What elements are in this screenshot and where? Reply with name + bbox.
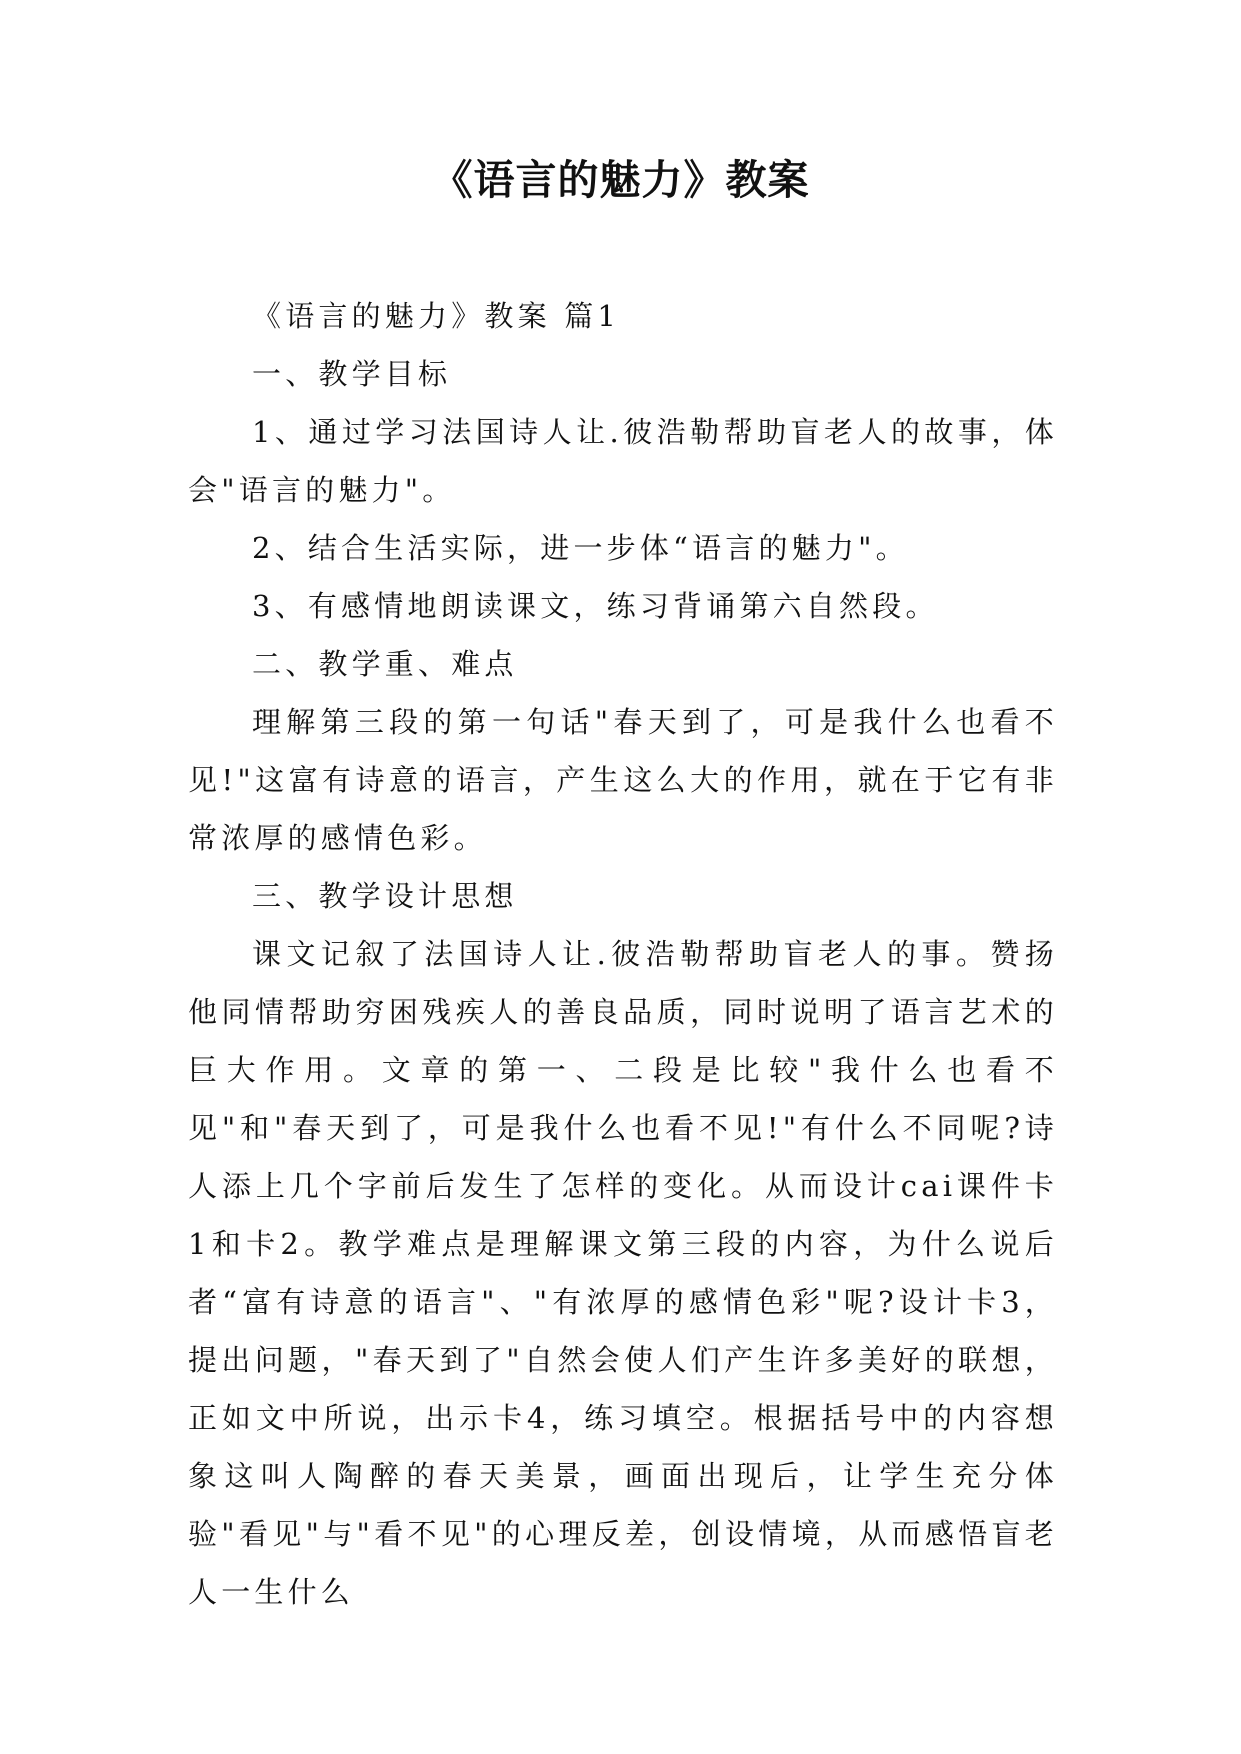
heading-design-ideas: 三、教学设计思想 [252, 879, 518, 913]
goal-item-3: 3、有感情地朗读课文，练习背诵第六自然段。 [252, 589, 939, 623]
heading-teaching-goals: 一、教学目标 [252, 357, 452, 391]
design-ideas-paragraph: 课文记叙了法国诗人让.彼浩勒帮助盲老人的事。赞扬他同情帮助穷困残疾人的善良品质，同时说明了语言艺术的巨大作用。文章的第一、二段是比较"我什么也看不见"和"春天到了，可是我什么也看不见!"有什么不同呢?诗人添上几个字前后发生了怎样的变化。从而设计cai课件卡1和卡2。教学难点是理解课文第三段的内容，为什么说后者“富有诗意的语言"、"有浓厚的感情色彩"呢?设计卡3，提出问题，"春天到了"自然会使人们产生许多美好的联想，正如文中所说，出示卡4，练习填空。根据括号中的内容想象这叫人陶醉的春天美景，画面出现后，让学生充分体验"看见"与"看不见"的心理反差，创设情境，从而感悟盲老人一生什么 [188, 937, 1058, 1609]
goal-item-2: 2、结合生活实际，进一步体“语言的魅力"。 [252, 531, 909, 565]
section-heading-part-1: 《语言的魅力》教案 篇1 [252, 299, 621, 333]
key-points-paragraph: 理解第三段的第一句话"春天到了，可是我什么也看不见!"这富有诗意的语言，产生这么大的作用，就在于它有非常浓厚的感情色彩。 [188, 705, 1058, 855]
document-title: 《语言的魅力》教案 [431, 156, 810, 204]
heading-key-points: 二、教学重、难点 [252, 647, 518, 681]
goal-item-1: 1、通过学习法国诗人让.彼浩勒帮助盲老人的故事，体会"语言的魅力"。 [188, 415, 1058, 507]
document-body [188, 287, 1058, 1621]
